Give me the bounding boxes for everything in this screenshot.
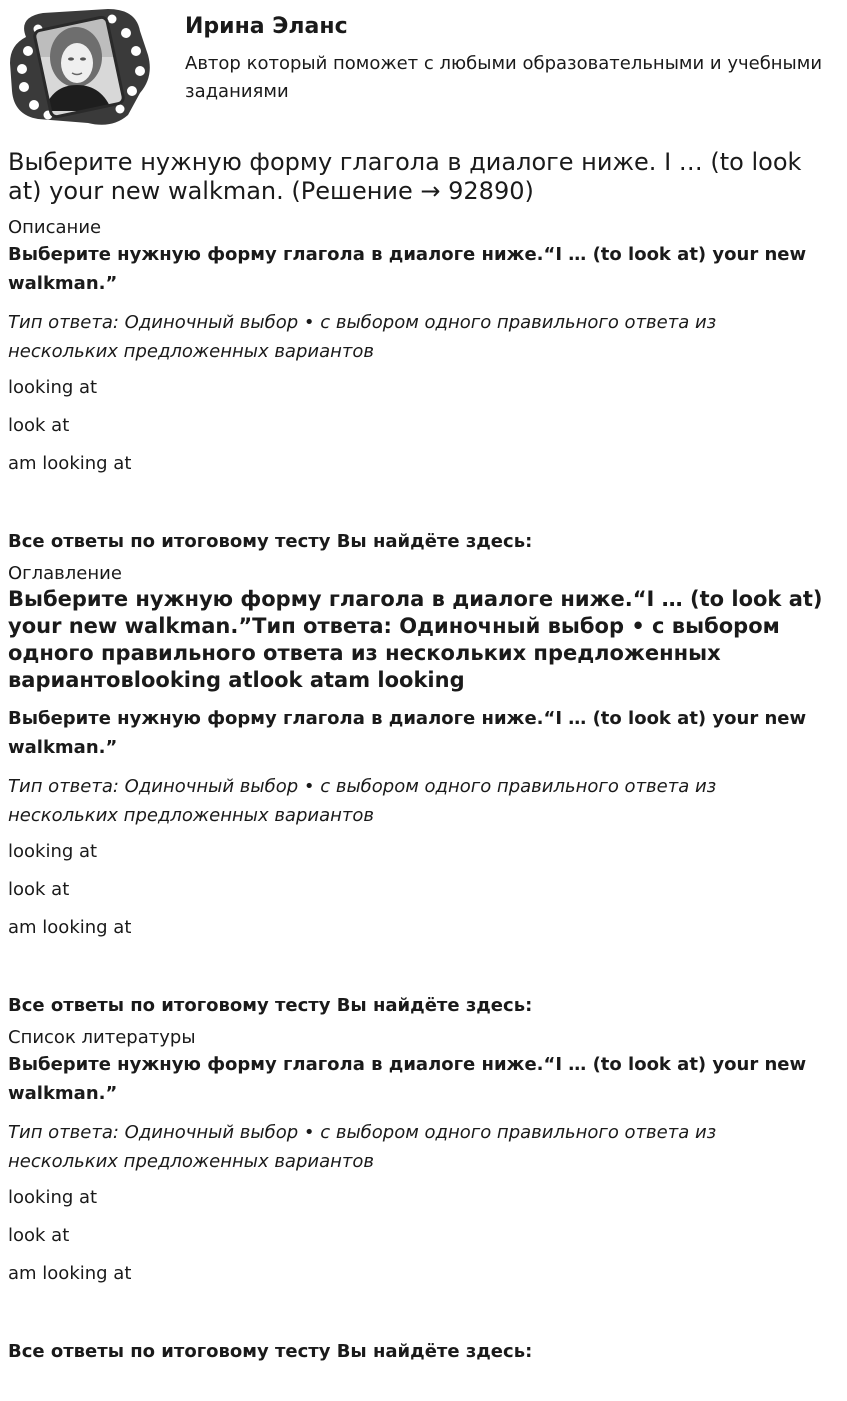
author-avatar[interactable] [8, 7, 150, 127]
question-text: Выберите нужную форму глагола в диалоге ниже.“I … (to look at) your new walkman.” [8, 244, 807, 294]
all-answers-note: Все ответы по итоговому тесту Вы найдёте здесь: [8, 995, 533, 1016]
author-description: Автор который поможет с любыми образовательными и учебными заданиями [185, 53, 823, 102]
answer-type: Тип ответа: Одиночный выбор • с выбором одного правильного ответа из нескольких предложенных вариантов [8, 776, 717, 826]
question-text: Выберите нужную форму глагола в диалоге ниже.“I … (to look at) your new walkman.” [8, 708, 807, 758]
answer-option: am looking at [8, 917, 132, 938]
answer-option: am looking at [8, 1263, 132, 1284]
section-label: Оглавление [8, 563, 122, 584]
answer-option: looking at [8, 841, 98, 862]
question-text: Выберите нужную форму глагола в диалоге ниже.“I … (to look at) your new walkman.” [8, 1054, 807, 1104]
answer-option: am looking at [8, 453, 132, 474]
section-description [8, 216, 828, 554]
answer-option: look at [8, 415, 70, 436]
answer-option: look at [8, 1225, 70, 1246]
toc-heading: Выберите нужную форму глагола в диалоге ниже.“I … (to look at) your new walkman.”Тип ответа: Одиночный выбор • с выбором одного правильного ответа из нескольких предложенных вариантовlooking atlook atam looking [8, 587, 823, 692]
author-name[interactable]: Ирина Эланс [185, 14, 348, 39]
section-label: Список литературы [8, 1027, 196, 1048]
answer-option: looking at [8, 1187, 98, 1208]
all-answers-note: Все ответы по итоговому тесту Вы найдёте здесь: [8, 1341, 533, 1362]
author-header [0, 0, 847, 135]
answer-type: Тип ответа: Одиночный выбор • с выбором одного правильного ответа из нескольких предложенных вариантов [8, 312, 717, 362]
answer-type: Тип ответа: Одиночный выбор • с выбором одного правильного ответа из нескольких предложенных вариантов [8, 1122, 717, 1172]
section-references [8, 1026, 828, 1364]
section-label: Описание [8, 217, 102, 238]
page-title: Выберите нужную форму глагола в диалоге ниже. I … (to look at) your new walkman. (Решение → 92890) [8, 148, 802, 205]
main-content [8, 148, 828, 1372]
section-contents [8, 562, 828, 1018]
answer-option: look at [8, 879, 70, 900]
avatar-film-frame-icon [8, 7, 150, 127]
answer-option: looking at [8, 377, 98, 398]
all-answers-note: Все ответы по итоговому тесту Вы найдёте здесь: [8, 531, 533, 552]
